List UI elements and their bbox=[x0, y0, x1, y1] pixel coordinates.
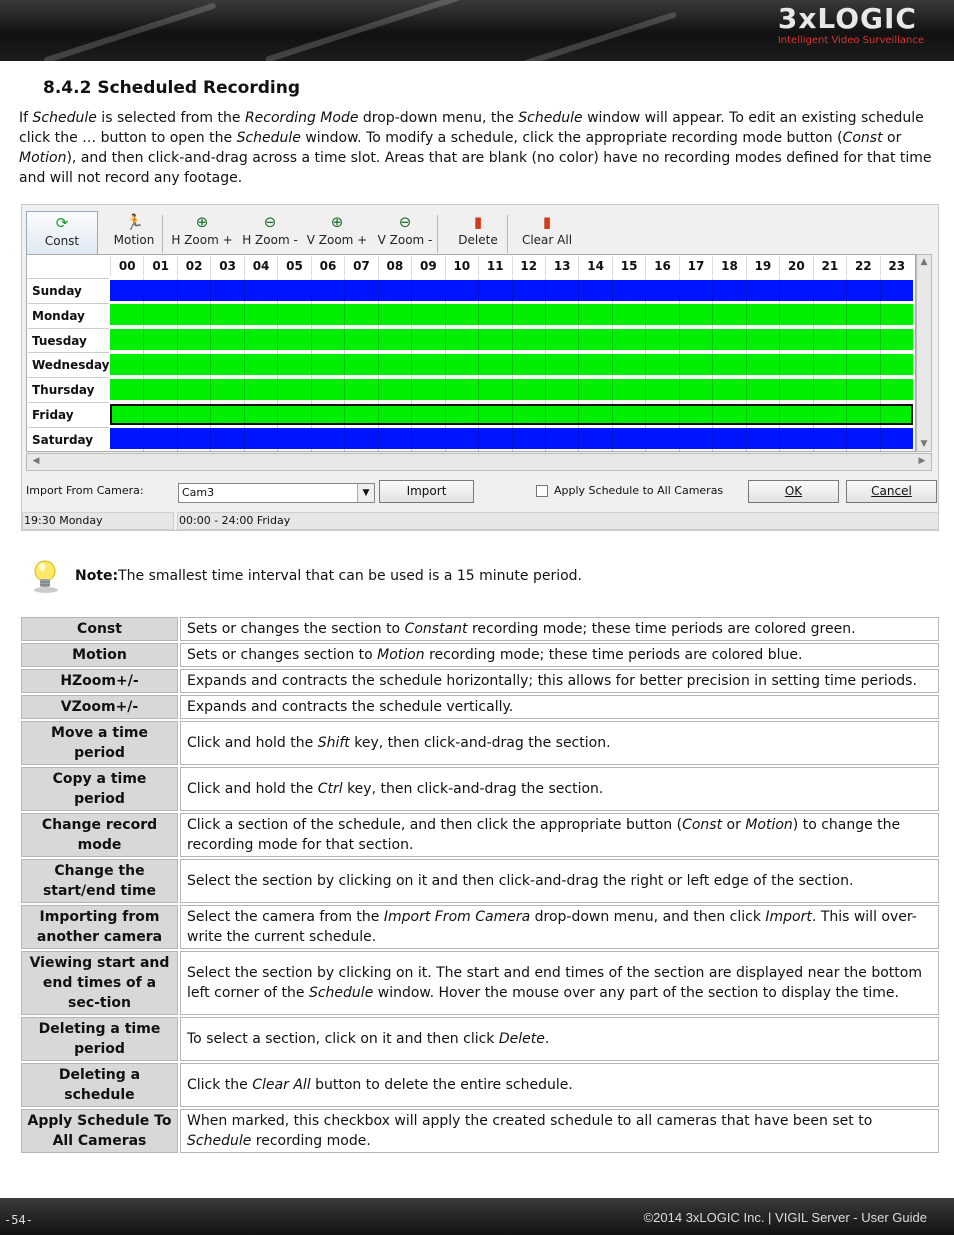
table-row bbox=[21, 643, 939, 667]
hour-header: 14 bbox=[578, 256, 611, 276]
hour-gridline bbox=[645, 277, 646, 452]
table-description-cell: Click and hold the Ctrl key, then click-and-drag the section. bbox=[180, 767, 939, 811]
zoom-in-icon: ⊕ bbox=[330, 213, 344, 231]
banner-decoration bbox=[523, 11, 677, 61]
company-logo bbox=[778, 4, 924, 47]
banner-decoration bbox=[265, 0, 495, 61]
scroll-up-icon[interactable]: ▲ bbox=[920, 257, 928, 267]
table-description-cell: To select a section, click on it and then click Delete. bbox=[180, 1017, 939, 1061]
hour-header: 19 bbox=[746, 256, 779, 276]
note-text: The smallest time interval that can be used is a 15 minute period. bbox=[118, 568, 583, 584]
schedule-toolbar bbox=[24, 207, 936, 255]
page-number: -54- bbox=[4, 1213, 33, 1227]
hour-header: 07 bbox=[344, 256, 377, 276]
status-selection-time: 00:00 - 24:00 Friday bbox=[177, 512, 939, 530]
import-from-camera-label: Import From Camera: bbox=[26, 484, 144, 497]
toolbar-button-h-zoomplus[interactable] bbox=[170, 211, 234, 255]
apply-all-checkbox[interactable] bbox=[536, 485, 548, 497]
table-row bbox=[21, 905, 939, 949]
table-key-cell: HZoom+/- bbox=[21, 669, 178, 693]
hour-gridline bbox=[378, 277, 379, 452]
toolbar-button-label: Motion bbox=[113, 233, 155, 247]
toolbar-button-clear-all[interactable] bbox=[516, 211, 578, 255]
zoom-out-icon: ⊖ bbox=[263, 213, 277, 231]
toolbar-button-v-zoomplus[interactable] bbox=[305, 211, 369, 255]
horizontal-scrollbar[interactable] bbox=[26, 453, 932, 471]
hour-header: 13 bbox=[545, 256, 578, 276]
hour-gridline bbox=[478, 277, 479, 452]
hour-gridline bbox=[746, 277, 747, 452]
table-description-cell: Click the Clear All button to delete the entire schedule. bbox=[180, 1063, 939, 1107]
hour-header: 23 bbox=[880, 256, 913, 276]
table-row bbox=[21, 617, 939, 641]
header-banner bbox=[0, 0, 954, 61]
hour-gridline bbox=[210, 277, 211, 452]
table-key-cell: Const bbox=[21, 617, 178, 641]
hour-gridline bbox=[880, 277, 881, 452]
hour-header: 20 bbox=[779, 256, 812, 276]
day-label: Monday bbox=[28, 303, 109, 326]
toolbar-button-label: H Zoom + bbox=[171, 233, 233, 247]
hour-gridline bbox=[445, 277, 446, 452]
toolbar-separator bbox=[437, 215, 438, 253]
hour-header: 11 bbox=[478, 256, 511, 276]
table-key-cell: Change record mode bbox=[21, 813, 178, 857]
table-key-cell: Motion bbox=[21, 643, 178, 667]
table-key-cell: Deleting a time period bbox=[21, 1017, 178, 1061]
hour-gridline bbox=[679, 277, 680, 452]
hour-gridline bbox=[712, 277, 713, 452]
trash-clear-icon: ▮ bbox=[542, 213, 552, 231]
table-row bbox=[21, 695, 939, 719]
cancel-button[interactable]: Cancel bbox=[846, 480, 937, 503]
toolbar-button-label: Delete bbox=[458, 233, 498, 247]
table-row bbox=[21, 1063, 939, 1107]
running-man-icon: 🏃 bbox=[125, 213, 144, 231]
table-description-cell: Sets or changes the section to Constant recording mode; these time periods are colored green. bbox=[180, 617, 939, 641]
hour-gridline bbox=[143, 277, 144, 452]
table-row bbox=[21, 951, 939, 1015]
import-button[interactable]: Import bbox=[379, 480, 474, 503]
hour-gridline bbox=[311, 277, 312, 452]
banner-decoration bbox=[43, 2, 216, 61]
hour-header: 08 bbox=[378, 256, 411, 276]
hour-gridline bbox=[277, 277, 278, 452]
table-description-cell: Click a section of the schedule, and then click the appropriate button (Const or Motion) to change the recording mode for that section. bbox=[180, 813, 939, 857]
table-key-cell: Move a time period bbox=[21, 721, 178, 765]
day-label: Saturday bbox=[28, 427, 109, 450]
vertical-scrollbar[interactable] bbox=[916, 254, 932, 452]
table-description-cell: Select the section by clicking on it. The start and end times of the section are displayed near the bottom left corner of the Schedule window. Hover the mouse over any part of the section to display the time. bbox=[180, 951, 939, 1015]
table-description-cell: Click and hold the Shift key, then click-and-drag the section. bbox=[180, 721, 939, 765]
table-row bbox=[21, 669, 939, 693]
hour-gridline bbox=[612, 277, 613, 452]
hour-gridline bbox=[244, 277, 245, 452]
hour-header: 12 bbox=[512, 256, 545, 276]
footer bbox=[0, 1198, 954, 1235]
toolbar-button-v-zoomminus[interactable] bbox=[373, 211, 437, 255]
table-key-cell: Deleting a schedule bbox=[21, 1063, 178, 1107]
scroll-left-icon[interactable]: ◀ bbox=[32, 456, 40, 466]
toolbar-button-label: V Zoom + bbox=[306, 233, 368, 247]
hour-gridline bbox=[344, 277, 345, 452]
toolbar-button-motion[interactable] bbox=[102, 211, 166, 255]
day-label: Thursday bbox=[28, 377, 109, 400]
hour-header: 03 bbox=[210, 256, 243, 276]
schedule-window bbox=[21, 204, 939, 531]
logo-tagline: Intelligent Video Surveillance bbox=[777, 35, 924, 46]
hour-header: 06 bbox=[311, 256, 344, 276]
lightbulb-icon bbox=[30, 558, 62, 594]
hour-header: 17 bbox=[679, 256, 712, 276]
hour-header: 02 bbox=[177, 256, 210, 276]
day-label: Tuesday bbox=[28, 328, 109, 351]
table-description-cell: Select the section by clicking on it and then click-and-drag the right or left edge of the section. bbox=[180, 859, 939, 903]
day-label: Friday bbox=[28, 402, 109, 425]
toolbar-button-label: Clear All bbox=[521, 233, 573, 247]
hour-gridline bbox=[411, 277, 412, 452]
table-key-cell: Apply Schedule To All Cameras bbox=[21, 1109, 178, 1153]
footer-copyright: ©2014 3xLOGIC Inc. | VIGIL Server - User Guide bbox=[643, 1210, 927, 1225]
toolbar-button-h-zoomminus[interactable] bbox=[238, 211, 302, 255]
hour-gridline bbox=[578, 277, 579, 452]
hour-header: 18 bbox=[712, 256, 745, 276]
table-key-cell: Viewing start and end times of a sec-tion bbox=[21, 951, 178, 1015]
hour-header: 22 bbox=[846, 256, 879, 276]
trash-icon: ▮ bbox=[473, 213, 483, 231]
apply-all-label: Apply Schedule to All Cameras bbox=[554, 484, 724, 497]
day-label: Wednesday bbox=[28, 352, 109, 375]
intro-paragraph: If Schedule is selected from the Recording Mode drop-down menu, the Schedule window will appear. To edit an existing schedule click the … button to open the Schedule window. To modify a schedule, click the appropriate recording mode button (Const or Motion), and then click-and-drag across a time slot. Areas that are blank (no color) have no recording modes defined for that time and will not record any footage. bbox=[19, 110, 932, 186]
hour-header: 16 bbox=[645, 256, 678, 276]
toolbar-separator bbox=[507, 215, 508, 253]
table-row bbox=[21, 767, 939, 811]
table-key-cell: Change the start/end time bbox=[21, 859, 178, 903]
status-cursor-time: 19:30 Monday bbox=[22, 512, 174, 530]
hour-gridline bbox=[177, 277, 178, 452]
table-description-cell: Select the camera from the Import From Camera drop-down menu, and then click Import. This will over-write the current schedule. bbox=[180, 905, 939, 949]
toolbar-button-label: H Zoom - bbox=[242, 233, 298, 247]
table-row bbox=[21, 1017, 939, 1061]
ok-button[interactable]: OK bbox=[748, 480, 839, 503]
note-label: Note: bbox=[75, 568, 119, 584]
toolbar-separator bbox=[162, 215, 163, 253]
camera-select-value: Cam3 bbox=[182, 486, 215, 499]
hour-header: 05 bbox=[277, 256, 310, 276]
table-key-cell: Importing from another camera bbox=[21, 905, 178, 949]
hour-header: 04 bbox=[244, 256, 277, 276]
table-row bbox=[21, 1109, 939, 1153]
zoom-in-icon: ⊕ bbox=[195, 213, 209, 231]
table-row bbox=[21, 813, 939, 857]
table-description-cell: Expands and contracts the schedule horizontally; this allows for better precision in setting time periods. bbox=[180, 669, 939, 693]
refresh-icon: ⟳ bbox=[55, 214, 69, 232]
scroll-down-icon[interactable]: ▼ bbox=[920, 439, 928, 449]
hour-header: 00 bbox=[110, 256, 143, 276]
scroll-right-icon[interactable]: ▶ bbox=[918, 456, 926, 466]
table-row bbox=[21, 859, 939, 903]
hour-gridline bbox=[846, 277, 847, 452]
reference-table bbox=[19, 615, 941, 1155]
toolbar-button-delete[interactable] bbox=[450, 211, 506, 255]
table-description-cell: When marked, this checkbox will apply the created schedule to all cameras that have been set to Schedule recording mode. bbox=[180, 1109, 939, 1153]
table-key-cell: VZoom+/- bbox=[21, 695, 178, 719]
hour-header: 15 bbox=[612, 256, 645, 276]
camera-select[interactable] bbox=[178, 483, 375, 503]
table-description-cell: Expands and contracts the schedule vertically. bbox=[180, 695, 939, 719]
day-label: Sunday bbox=[28, 278, 109, 301]
toolbar-button-label: Const bbox=[44, 234, 80, 248]
note bbox=[75, 568, 582, 584]
hour-header: 01 bbox=[143, 256, 176, 276]
logo-wordmark: 3xLOGIC bbox=[777, 2, 917, 35]
hour-header: 10 bbox=[445, 256, 478, 276]
section-title: 8.4.2 Scheduled Recording bbox=[43, 78, 301, 98]
hour-header: 21 bbox=[813, 256, 846, 276]
table-description-cell: Sets or changes section to Motion recording mode; these time periods are colored blue. bbox=[180, 643, 939, 667]
schedule-grid[interactable] bbox=[26, 254, 916, 452]
hour-gridline bbox=[779, 277, 780, 452]
table-row bbox=[21, 721, 939, 765]
zoom-out-icon: ⊖ bbox=[398, 213, 412, 231]
toolbar-button-label: V Zoom - bbox=[377, 233, 433, 247]
hour-gridline bbox=[545, 277, 546, 452]
chevron-down-icon[interactable]: ▼ bbox=[357, 484, 374, 502]
hour-gridline bbox=[813, 277, 814, 452]
toolbar-button-const[interactable] bbox=[26, 211, 98, 255]
hour-gridline bbox=[512, 277, 513, 452]
table-key-cell: Copy a time period bbox=[21, 767, 178, 811]
hour-header: 09 bbox=[411, 256, 444, 276]
